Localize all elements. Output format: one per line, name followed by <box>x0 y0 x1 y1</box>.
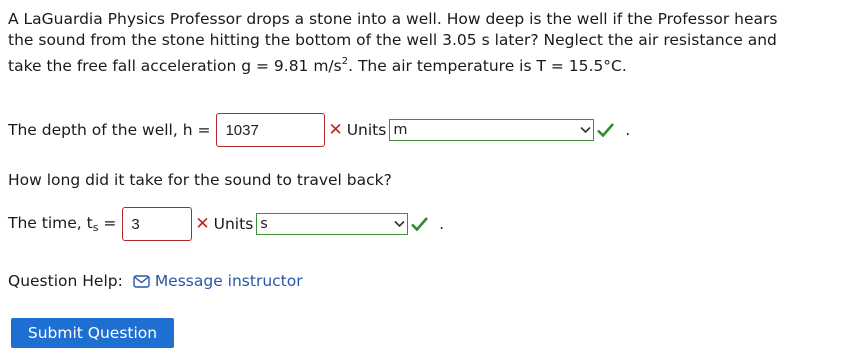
message-instructor-text: Message instructor <box>154 272 303 290</box>
chevron-down-icon <box>580 125 591 136</box>
envelope-icon <box>133 275 150 288</box>
problem-line-3-a: take the free fall acceleration g = 9.81 m/s <box>8 57 342 75</box>
time-units-select[interactable] <box>256 213 408 235</box>
time-label-subscript: s <box>92 221 99 234</box>
problem-line-2: the sound from the stone hitting the bottom of the well 3.05 s later? Neglect the air resistance and <box>8 31 777 49</box>
time-answer-row <box>8 207 444 241</box>
time-units-value: s <box>260 216 268 232</box>
question-help <box>8 272 303 290</box>
x-mark-icon: ✕ <box>195 214 210 234</box>
chevron-down-icon <box>394 219 405 230</box>
exponent: 2 <box>341 56 349 67</box>
depth-units-value: m <box>393 122 408 138</box>
depth-answer-row <box>8 113 630 147</box>
time-units-label: Units <box>213 215 254 233</box>
problem-line-1: A LaGuardia Physics Professor drops a stone into a well. How deep is the well if the Professor hears <box>8 10 778 28</box>
time-label-prefix: The time, t <box>8 214 93 232</box>
problem-line-3-b: . The air temperature is T = 15.5°C. <box>348 57 627 75</box>
checkmark-icon <box>596 122 615 138</box>
question-help-label: Question Help: <box>8 272 123 290</box>
problem-line-3 <box>8 51 838 77</box>
time-answer-value: 3 <box>131 215 140 233</box>
time-answer-input[interactable] <box>122 207 192 241</box>
trailing-period: . <box>439 215 445 233</box>
trailing-period: . <box>625 121 631 139</box>
depth-label: The depth of the well, h = <box>8 121 211 139</box>
problem-statement <box>8 9 838 77</box>
depth-units-select[interactable] <box>389 119 594 141</box>
checkmark-icon <box>410 216 429 232</box>
part2-question: How long did it take for the sound to travel back? <box>8 171 392 189</box>
submit-question-button[interactable]: Submit Question <box>11 318 174 348</box>
depth-answer-value: 1037 <box>225 121 259 139</box>
depth-answer-input[interactable] <box>216 113 325 147</box>
x-mark-icon: ✕ <box>328 120 343 140</box>
time-label <box>8 214 116 234</box>
depth-units-label: Units <box>346 121 387 139</box>
message-instructor-link[interactable] <box>133 272 303 290</box>
time-label-equals: = <box>103 214 117 232</box>
